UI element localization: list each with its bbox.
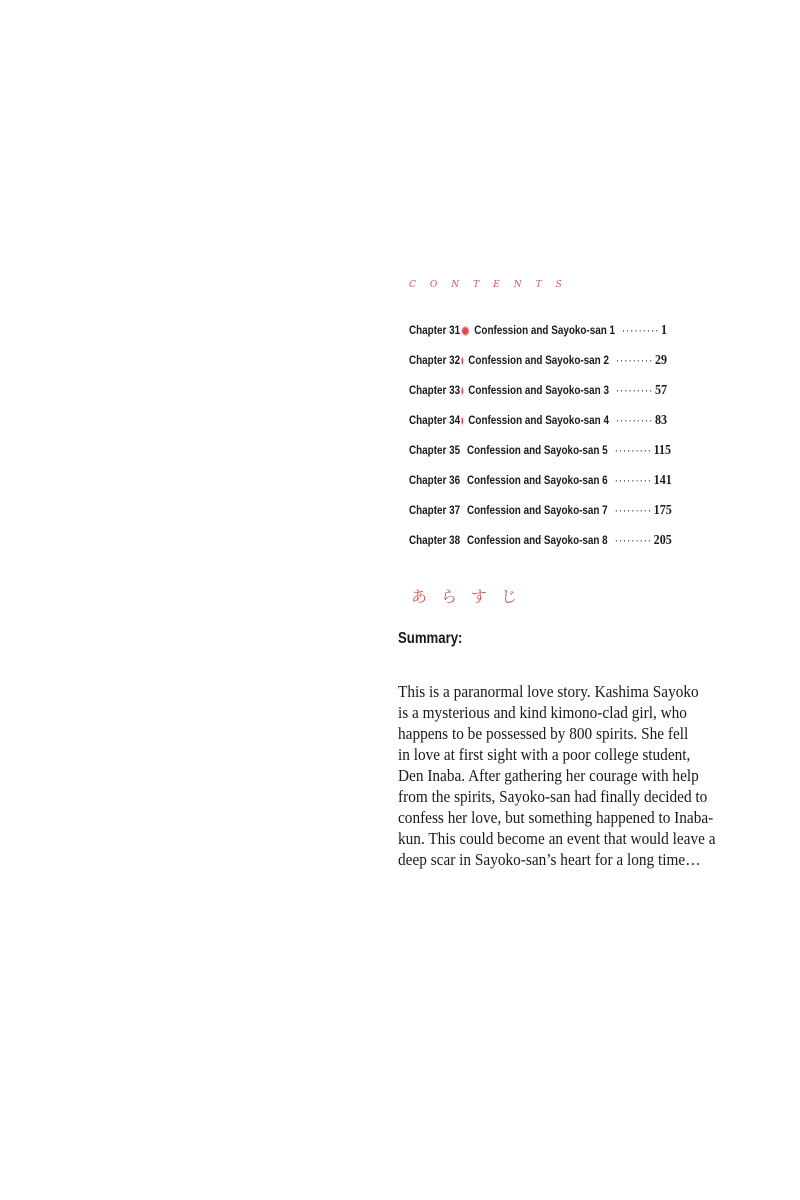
contents-heading: contents	[409, 276, 576, 291]
summary-line: deep scar in Sayoko-san’s heart for a long time…	[398, 850, 701, 869]
toc-chapter: Chapter 33	[409, 385, 461, 397]
toc-row	[409, 376, 667, 406]
toc-row	[409, 406, 667, 436]
summary-line: is a mysterious and kind kimono-clad girl, who	[398, 703, 687, 722]
toc-chapter: Chapter 35	[409, 445, 461, 457]
summary-label: Summary:	[398, 630, 463, 647]
toc-row	[409, 526, 672, 556]
toc-chapter: Chapter 37	[409, 505, 461, 517]
summary-line: This is a paranormal love story. Kashima Sayoko	[398, 682, 699, 701]
toc-row	[409, 466, 672, 496]
toc-page: 141	[653, 473, 672, 488]
toc-leader: ·········	[614, 535, 652, 547]
toc-leader: ·········	[615, 415, 654, 427]
toc-row	[409, 436, 672, 466]
toc-title: Confession and Sayoko-san 6	[466, 475, 608, 487]
toc-page: 29	[654, 353, 667, 368]
toc-title: Confession and Sayoko-san 3	[468, 385, 609, 397]
toc-leader: ·········	[615, 355, 654, 367]
toc-page: 83	[654, 413, 667, 428]
toc-chapter: Chapter 32	[409, 355, 461, 367]
toc-leader: ·········	[614, 445, 652, 457]
toc-chapter: Chapter 34	[409, 415, 461, 427]
summary-line: from the spirits, Sayoko-san had finally decided to	[398, 787, 708, 806]
toc-title: Confession and Sayoko-san 8	[466, 535, 608, 547]
bullet-dot-icon	[462, 416, 463, 426]
toc-page: 57	[654, 383, 667, 398]
toc-title: Confession and Sayoko-san 7	[466, 505, 608, 517]
toc-page: 115	[653, 443, 672, 458]
toc-title: Confession and Sayoko-san 2	[468, 355, 609, 367]
toc-title: Confession and Sayoko-san 1	[474, 325, 615, 337]
summary-line: happens to be possessed by 800 spirits. She fell	[398, 724, 689, 743]
bullet-dot-icon	[462, 386, 463, 396]
summary-line: confess her love, but something happened to Inaba-	[398, 808, 714, 827]
synopsis-heading: あらすじ	[411, 587, 532, 606]
summary-line: in love at first sight with a poor college student,	[398, 745, 691, 764]
toc-leader: ·········	[614, 505, 652, 517]
toc-chapter: Chapter 31	[409, 325, 461, 337]
toc-leader: ·········	[614, 475, 652, 487]
toc-page: 205	[653, 533, 672, 548]
toc-row	[409, 316, 667, 346]
summary-line: kun. This could become an event that would leave a	[398, 829, 716, 848]
toc-chapter: Chapter 36	[409, 475, 461, 487]
summary-text	[398, 681, 758, 870]
toc-leader: ·········	[615, 385, 654, 397]
toc-leader: ·········	[621, 325, 660, 337]
toc-page: 1	[660, 323, 667, 338]
toc-title: Confession and Sayoko-san 4	[468, 415, 609, 427]
toc-title: Confession and Sayoko-san 5	[466, 445, 608, 457]
toc-row	[409, 496, 672, 526]
toc-chapter: Chapter 38	[409, 535, 461, 547]
summary-line: Den Inaba. After gathering her courage with help	[398, 766, 699, 785]
toc-page: 175	[653, 503, 672, 518]
table-of-contents	[409, 316, 709, 556]
bullet-dot-icon	[462, 356, 463, 366]
bullet-dot-icon	[462, 326, 469, 336]
toc-row	[409, 346, 667, 376]
